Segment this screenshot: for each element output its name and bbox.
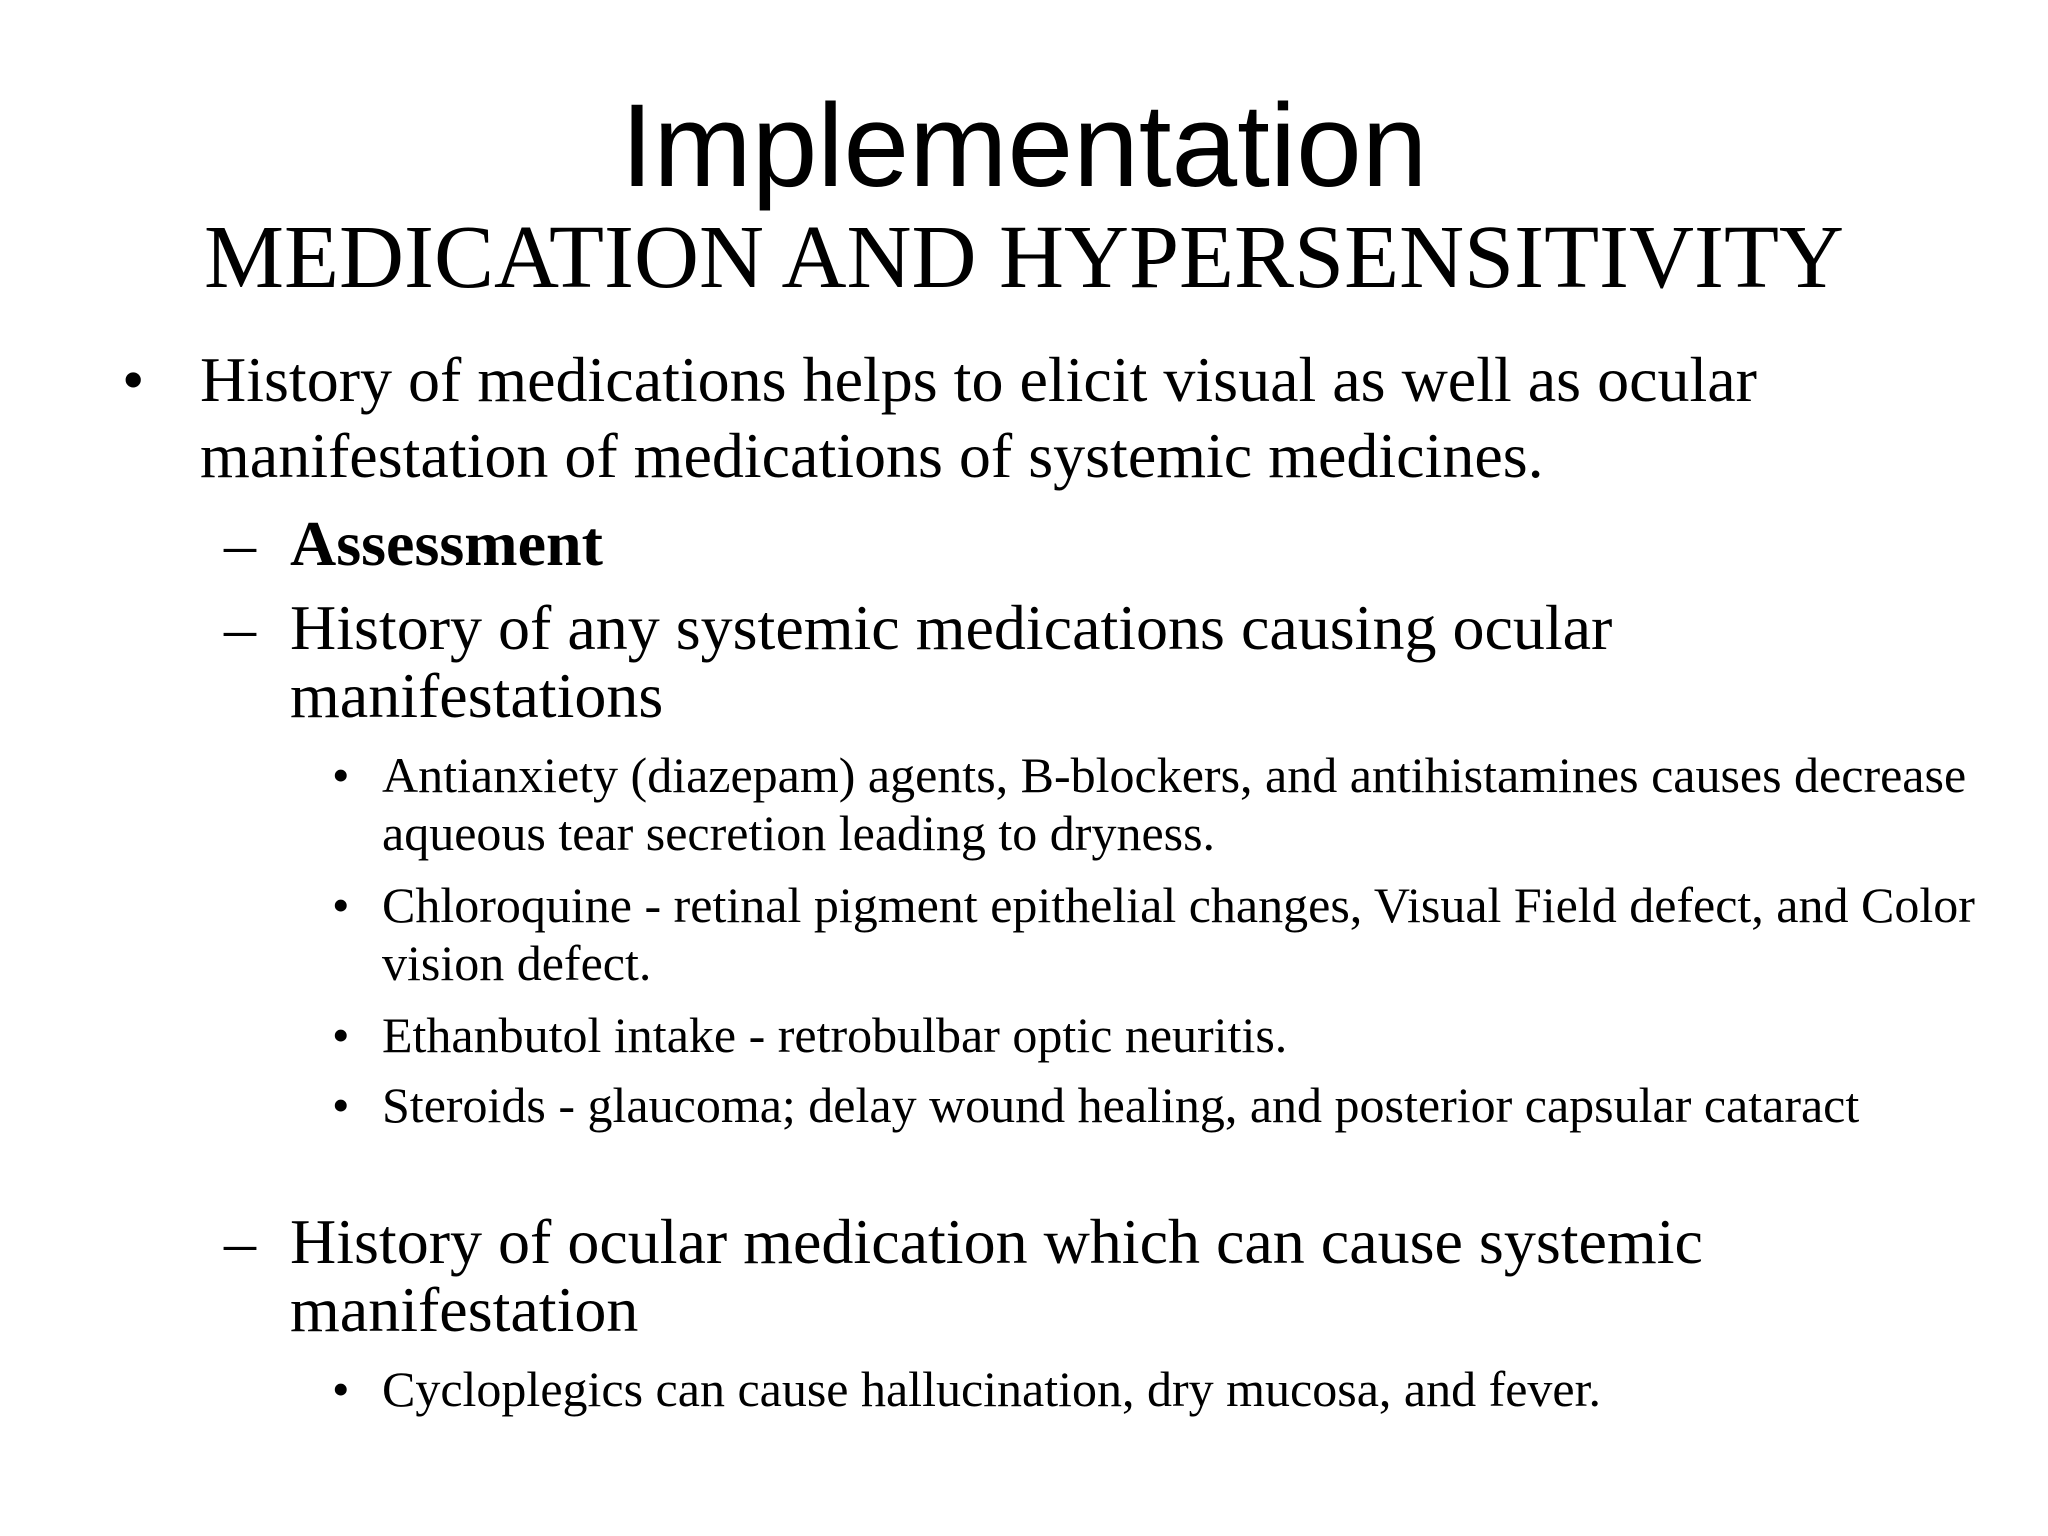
bullet-text: History of medications helps to elicit visual as well as ocular manifestation of medications of systemic medicines. (200, 344, 1757, 491)
bullet-marker: • (332, 747, 350, 803)
bullet-medication-history (122, 342, 1920, 494)
sub-item-text: Assessment (290, 508, 603, 579)
slide-title: Implementation (620, 80, 1428, 212)
detail-item-text: Cycloplegics can cause hallucination, dry mucosa, and fever. (382, 1361, 1602, 1417)
dash-marker: – (224, 508, 256, 579)
detail-item-text: Antianxiety (diazepam) agents, B-blockers, and antihistamines causes decrease aqueous tear secretion leading to dryness. (382, 747, 1967, 861)
detail-item-steroids (332, 1076, 2022, 1134)
sub-item-systemic-medications (224, 592, 1930, 731)
bullet-marker: • (332, 1361, 350, 1417)
detail-item-chloroquine (332, 876, 2022, 992)
bullet-marker: • (332, 877, 350, 933)
sub-item-ocular-medication (224, 1206, 1930, 1345)
detail-item-text: Chloroquine - retinal pigment epithelial changes, Visual Field defect, and Color vision defect. (382, 877, 1975, 991)
bullet-marker: • (332, 1007, 350, 1063)
detail-item-cycloplegics (332, 1360, 2022, 1418)
dash-marker: – (224, 592, 256, 663)
detail-item-antianxiety (332, 746, 2022, 862)
sub-item-text: History of any systemic medications causing ocular manifestations (290, 592, 1613, 731)
bullet-marker: • (122, 344, 145, 415)
detail-item-text: Ethanbutol intake - retrobulbar optic neuritis. (382, 1007, 1288, 1063)
sub-item-text: History of ocular medication which can cause systemic manifestation (290, 1206, 1703, 1345)
slide-subtitle: MEDICATION AND HYPERSENSITIVITY (204, 208, 1844, 307)
detail-item-text: Steroids - glaucoma; delay wound healing, and posterior capsular cataract (382, 1077, 1860, 1133)
dash-marker: – (224, 1206, 256, 1277)
detail-item-ethanbutol (332, 1006, 2022, 1064)
bullet-marker: • (332, 1077, 350, 1133)
sub-item-assessment (224, 508, 1930, 579)
